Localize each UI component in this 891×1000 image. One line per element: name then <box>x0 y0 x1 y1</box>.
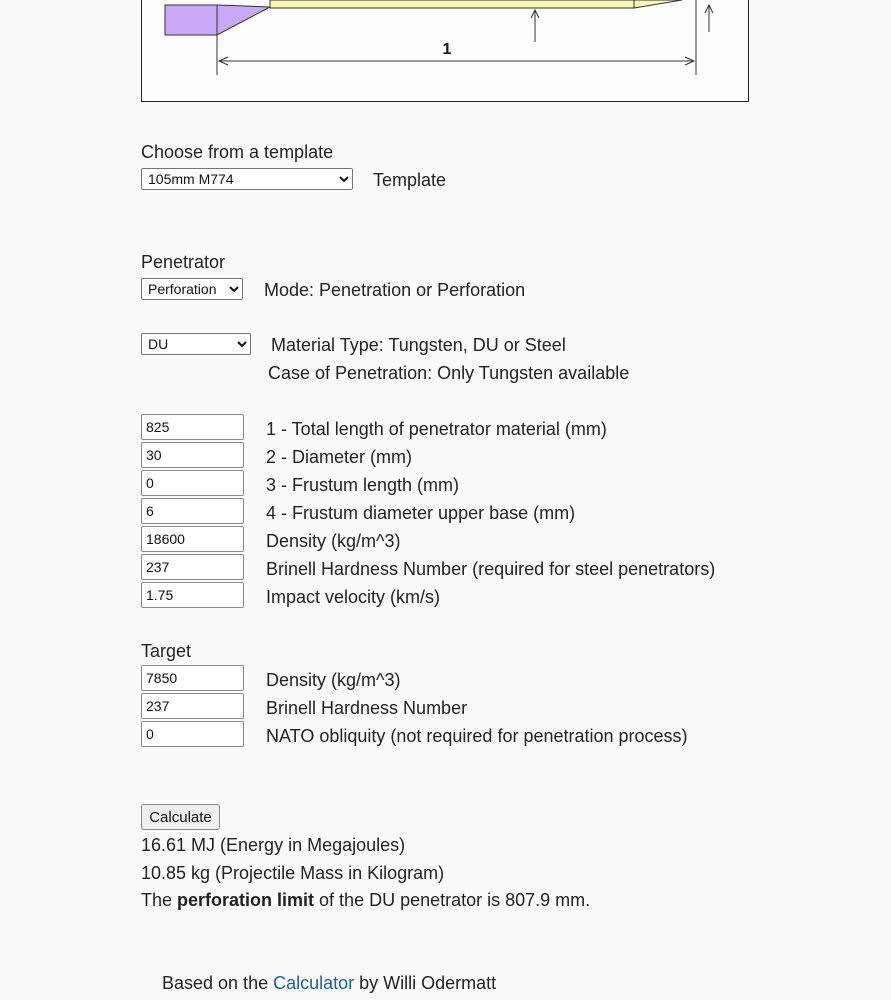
penetrator-density-input[interactable] <box>141 526 244 552</box>
calculate-button[interactable]: Calculate <box>141 804 220 830</box>
material-select[interactable] <box>141 333 251 355</box>
penetrator-density-label: Density (kg/m^3) <box>266 531 401 551</box>
length-input[interactable] <box>141 414 244 440</box>
penetrator-drawing <box>142 0 748 101</box>
mode-label: Mode: Penetration or Perforation <box>264 280 526 300</box>
target-density-input[interactable] <box>141 665 244 691</box>
calculator-link[interactable]: Calculator <box>273 973 355 993</box>
obliquity-label: NATO obliquity (not required for penetration process) <box>266 726 688 746</box>
footer-prefix: Based on the <box>162 973 274 993</box>
impact-velocity-input[interactable] <box>141 582 244 608</box>
perforation-result-suffix: of the DU penetrator is 807.9 mm. <box>314 890 591 910</box>
penetrator-hardness-label: Brinell Hardness Number (required for steel penetrators) <box>266 559 716 579</box>
perforation-result <box>141 889 590 911</box>
energy-result: 16.61 MJ (Energy in Megajoules) <box>141 835 406 855</box>
penetrator-heading: Penetrator <box>141 252 226 272</box>
target-hardness-label: Brinell Hardness Number <box>266 698 468 718</box>
penetrator-hardness-input[interactable] <box>141 554 244 580</box>
target-density-label: Density (kg/m^3) <box>266 670 401 690</box>
frustum-length-input[interactable] <box>141 470 244 496</box>
footer-suffix: by Willi Odermatt <box>354 973 497 993</box>
diameter-input[interactable] <box>141 442 244 468</box>
perforation-result-prefix: The <box>141 890 178 910</box>
penetrator-frustum-shape <box>634 0 682 8</box>
target-heading: Target <box>141 641 192 661</box>
footer-credit <box>162 972 496 994</box>
penetrator-diagram <box>141 0 749 102</box>
dimension-label-1: 1 <box>442 41 452 58</box>
diameter-label: 2 - Diameter (mm) <box>266 447 413 467</box>
mass-result: 10.85 kg (Projectile Mass in Kilogram) <box>141 863 445 883</box>
frustum-length-label: 3 - Frustum length (mm) <box>266 475 460 495</box>
material-note: Case of Penetration: Only Tungsten available <box>268 363 630 383</box>
impact-velocity-label: Impact velocity (km/s) <box>266 587 441 607</box>
penetrator-body-shape <box>270 0 634 8</box>
target-hardness-input[interactable] <box>141 693 244 719</box>
template-label: Template <box>373 170 447 190</box>
template-select[interactable] <box>141 168 353 190</box>
mode-select[interactable] <box>141 278 243 300</box>
frustum-diameter-label: 4 - Frustum diameter upper base (mm) <box>266 503 576 523</box>
material-label: Material Type: Tungsten, DU or Steel <box>271 335 566 355</box>
template-heading: Choose from a template <box>141 142 334 162</box>
obliquity-input[interactable] <box>141 721 244 747</box>
perforation-limit-term: perforation limit <box>177 890 315 910</box>
frustum-diameter-input[interactable] <box>141 498 244 524</box>
length-label: 1 - Total length of penetrator material (mm) <box>266 419 607 439</box>
